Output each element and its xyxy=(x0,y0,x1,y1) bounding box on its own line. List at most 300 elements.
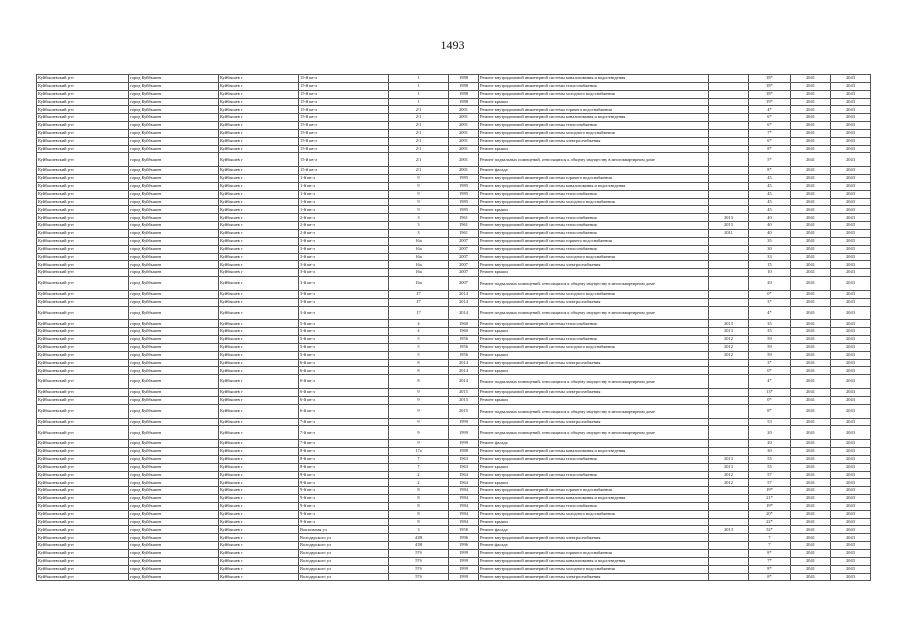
wear-cell: 8* xyxy=(749,404,791,418)
table-row xyxy=(37,306,871,320)
district-cell: Куйбышевский р-н xyxy=(37,245,129,253)
plan-end-cell: 2043 xyxy=(831,526,871,534)
plan-start-cell: 2041 xyxy=(791,114,831,122)
settlement-cell: Куйбышев г xyxy=(219,106,299,114)
plan-end-cell: 2043 xyxy=(831,359,871,367)
settlement-cell: Куйбышев г xyxy=(219,167,299,175)
table-row xyxy=(37,534,871,542)
plan-start-cell: 2041 xyxy=(791,375,831,389)
district-cell: Куйбышевский р-н xyxy=(37,463,129,471)
street-cell: 5-й кв-л xyxy=(299,351,389,359)
street-cell: 15-й кв-л xyxy=(299,90,389,98)
table-row xyxy=(37,328,871,336)
last-repair-cell: 2012 xyxy=(709,479,749,487)
work-type-cell: Ремонт внутридомовой инженерной системы холодного водоснабжения xyxy=(479,90,709,98)
plan-start-cell: 2041 xyxy=(791,463,831,471)
street-cell: 9-й кв-л xyxy=(299,518,389,526)
wear-cell: 45 xyxy=(749,175,791,183)
plan-end-cell: 2043 xyxy=(831,298,871,306)
district-cell: Куйбышевский р-н xyxy=(37,206,129,214)
street-cell: 9-й кв-л xyxy=(299,510,389,518)
city-cell: город Куйбышев xyxy=(129,557,219,565)
city-cell: город Куйбышев xyxy=(129,426,219,440)
district-cell: Куйбышевский р-н xyxy=(37,396,129,404)
table-row xyxy=(37,298,871,306)
street-cell: 7-й кв-л xyxy=(299,418,389,426)
work-type-cell: Ремонт подвальных помещений, относящихся к общему имуществу в многоквартирном доме xyxy=(479,426,709,440)
year-built-cell: 2001 xyxy=(449,145,479,153)
table-row xyxy=(37,557,871,565)
settlement-cell: Куйбышев г xyxy=(219,229,299,237)
wear-cell: 57 xyxy=(749,479,791,487)
last-repair-cell xyxy=(709,114,749,122)
plan-start-cell: 2041 xyxy=(791,542,831,550)
work-type-cell: Ремонт крыши xyxy=(479,145,709,153)
street-cell: 1-й кв-л xyxy=(299,182,389,190)
work-type-cell: Ремонт внутридомовой инженерной системы канализования и водоотведения xyxy=(479,495,709,503)
table-row xyxy=(37,518,871,526)
plan-end-cell: 2043 xyxy=(831,290,871,298)
wear-cell: 0* xyxy=(749,396,791,404)
street-cell: 15-й кв-л xyxy=(299,167,389,175)
district-cell: Куйбышевский р-н xyxy=(37,526,129,534)
plan-start-cell: 2041 xyxy=(791,153,831,167)
wear-cell: 7 xyxy=(749,542,791,550)
plan-start-cell: 2041 xyxy=(791,455,831,463)
plan-end-cell: 2043 xyxy=(831,404,871,418)
city-cell: город Куйбышев xyxy=(129,448,219,456)
wear-cell: 45 xyxy=(749,198,791,206)
street-cell: Володарского ул xyxy=(299,573,389,581)
street-cell: 9-й кв-л xyxy=(299,502,389,510)
last-repair-cell xyxy=(709,245,749,253)
plan-end-cell: 2043 xyxy=(831,222,871,230)
house-cell: 57б xyxy=(389,565,449,573)
work-type-cell: Ремонт внутридомовой инженерной системы горячего водоснабжения xyxy=(479,487,709,495)
work-type-cell: Ремонт крыши xyxy=(479,518,709,526)
table-row xyxy=(37,573,871,581)
house-cell: 57б xyxy=(389,573,449,581)
district-cell: Куйбышевский р-н xyxy=(37,455,129,463)
work-type-cell: Ремонт внутридомовой инженерной системы теплоснабжения xyxy=(479,502,709,510)
table-row xyxy=(37,542,871,550)
wear-cell: 6* xyxy=(749,122,791,130)
plan-start-cell: 2041 xyxy=(791,261,831,269)
year-built-cell: 2014 xyxy=(449,298,479,306)
house-cell: 9 xyxy=(389,182,449,190)
city-cell: город Куйбышев xyxy=(129,565,219,573)
house-cell: 4 xyxy=(389,328,449,336)
work-type-cell: Ремонт крыши xyxy=(479,206,709,214)
street-cell: 15-й кв-л xyxy=(299,114,389,122)
house-cell: 9 xyxy=(389,396,449,404)
plan-start-cell: 2041 xyxy=(791,237,831,245)
settlement-cell: Куйбышев г xyxy=(219,396,299,404)
street-cell: 1-й кв-л xyxy=(299,206,389,214)
wear-cell: 40 xyxy=(749,222,791,230)
street-cell: 8-й кв-л xyxy=(299,448,389,456)
wear-cell: 21* xyxy=(749,495,791,503)
street-cell: 5-й кв-л xyxy=(299,320,389,328)
table-row xyxy=(37,182,871,190)
district-cell: Куйбышевский р-н xyxy=(37,137,129,145)
district-cell: Куйбышевский р-н xyxy=(37,542,129,550)
wear-cell: 7* xyxy=(749,129,791,137)
street-cell: 6-й кв-л xyxy=(299,359,389,367)
work-type-cell: Ремонт внутридомовой инженерной системы электроснабжения xyxy=(479,534,709,542)
street-cell: 3-й кв-л xyxy=(299,277,389,291)
year-built-cell: 1961 xyxy=(449,222,479,230)
plan-start-cell: 2041 xyxy=(791,534,831,542)
plan-end-cell: 2043 xyxy=(831,367,871,375)
wear-cell: 7* xyxy=(749,557,791,565)
house-cell: 8 xyxy=(389,518,449,526)
last-repair-cell: 2012 xyxy=(709,336,749,344)
year-built-cell: 1960 xyxy=(449,328,479,336)
district-cell: Куйбышевский р-н xyxy=(37,518,129,526)
wear-cell: 8* xyxy=(749,145,791,153)
wear-cell: 19* xyxy=(749,487,791,495)
last-repair-cell xyxy=(709,106,749,114)
house-cell: 17 xyxy=(389,290,449,298)
district-cell: Куйбышевский р-н xyxy=(37,167,129,175)
district-cell: Куйбышевский р-н xyxy=(37,534,129,542)
plan-end-cell: 2043 xyxy=(831,351,871,359)
wear-cell: 30 xyxy=(749,448,791,456)
last-repair-cell xyxy=(709,198,749,206)
city-cell: город Куйбышев xyxy=(129,253,219,261)
plan-end-cell: 2043 xyxy=(831,137,871,145)
last-repair-cell xyxy=(709,190,749,198)
street-cell: 1-й кв-л xyxy=(299,198,389,206)
work-type-cell: Ремонт подвальных помещений, относящихся к общему имуществу в многоквартирном доме xyxy=(479,404,709,418)
wear-cell: 10 xyxy=(749,269,791,277)
work-type-cell: Ремонт внутридомовой инженерной системы горячего водоснабжения xyxy=(479,175,709,183)
plan-start-cell: 2041 xyxy=(791,426,831,440)
work-type-cell: Ремонт внутридомовой инженерной системы теплоснабжения xyxy=(479,471,709,479)
settlement-cell: Куйбышев г xyxy=(219,565,299,573)
street-cell: 9-й кв-л xyxy=(299,487,389,495)
district-cell: Куйбышевский р-н xyxy=(37,237,129,245)
settlement-cell: Куйбышев г xyxy=(219,440,299,448)
table-row xyxy=(37,175,871,183)
plan-end-cell: 2043 xyxy=(831,389,871,397)
plan-start-cell: 2041 xyxy=(791,471,831,479)
plan-end-cell: 2043 xyxy=(831,214,871,222)
district-cell: Куйбышевский р-н xyxy=(37,277,129,291)
settlement-cell: Куйбышев г xyxy=(219,359,299,367)
wear-cell: 35 xyxy=(749,328,791,336)
district-cell: Куйбышевский р-н xyxy=(37,565,129,573)
table-row xyxy=(37,153,871,167)
district-cell: Куйбышевский р-н xyxy=(37,222,129,230)
plan-end-cell: 2043 xyxy=(831,129,871,137)
settlement-cell: Куйбышев г xyxy=(219,534,299,542)
plan-start-cell: 2041 xyxy=(791,98,831,106)
plan-end-cell: 2043 xyxy=(831,190,871,198)
last-repair-cell xyxy=(709,448,749,456)
last-repair-cell xyxy=(709,518,749,526)
table-row xyxy=(37,502,871,510)
city-cell: город Куйбышев xyxy=(129,396,219,404)
street-cell: 3-й кв-л xyxy=(299,237,389,245)
district-cell: Куйбышевский р-н xyxy=(37,198,129,206)
street-cell: 5-й кв-л xyxy=(299,328,389,336)
work-type-cell: Ремонт внутридомовой инженерной системы холодного водоснабжения xyxy=(479,290,709,298)
district-cell: Куйбышевский р-н xyxy=(37,479,129,487)
table-row xyxy=(37,145,871,153)
street-cell: 5-й кв-л xyxy=(299,343,389,351)
house-cell: 9 xyxy=(389,190,449,198)
street-cell: 6-й кв-л xyxy=(299,367,389,375)
street-cell: 6-й кв-л xyxy=(299,404,389,418)
last-repair-cell: 2012 xyxy=(709,471,749,479)
wear-cell: 40 xyxy=(749,229,791,237)
city-cell: город Куйбышев xyxy=(129,418,219,426)
year-built-cell: 1961 xyxy=(449,229,479,237)
city-cell: город Куйбышев xyxy=(129,487,219,495)
year-built-cell: 2007 xyxy=(449,253,479,261)
last-repair-cell xyxy=(709,367,749,375)
street-cell: 3-й кв-л xyxy=(299,253,389,261)
work-type-cell: Ремонт внутридомовой инженерной системы канализования и водоотведения xyxy=(479,75,709,83)
plan-end-cell: 2043 xyxy=(831,167,871,175)
district-cell: Куйбышевский р-н xyxy=(37,573,129,581)
house-cell: 3 xyxy=(389,526,449,534)
year-built-cell: 1984 xyxy=(449,502,479,510)
table-row xyxy=(37,122,871,130)
house-cell: 16а xyxy=(389,253,449,261)
plan-end-cell: 2043 xyxy=(831,534,871,542)
table-row xyxy=(37,129,871,137)
plan-end-cell: 2043 xyxy=(831,175,871,183)
city-cell: город Куйбышев xyxy=(129,167,219,175)
wear-cell: 20* xyxy=(749,510,791,518)
wear-cell: 52* xyxy=(749,526,791,534)
last-repair-cell xyxy=(709,145,749,153)
district-cell: Куйбышевский р-н xyxy=(37,153,129,167)
street-cell: 3-й кв-л xyxy=(299,306,389,320)
wear-cell: 18* xyxy=(749,90,791,98)
last-repair-cell: 2013 xyxy=(709,214,749,222)
plan-end-cell: 2043 xyxy=(831,237,871,245)
plan-start-cell: 2041 xyxy=(791,190,831,198)
wear-cell: 30 xyxy=(749,245,791,253)
wear-cell: 59 xyxy=(749,336,791,344)
city-cell: город Куйбышев xyxy=(129,526,219,534)
city-cell: город Куйбышев xyxy=(129,479,219,487)
wear-cell: 0* xyxy=(749,367,791,375)
street-cell: 9-й кв-л xyxy=(299,471,389,479)
last-repair-cell xyxy=(709,129,749,137)
house-cell: 2/1 xyxy=(389,114,449,122)
year-built-cell: 1985 xyxy=(449,198,479,206)
city-cell: город Куйбышев xyxy=(129,106,219,114)
wear-cell: 7 xyxy=(749,534,791,542)
plan-end-cell: 2043 xyxy=(831,328,871,336)
district-cell: Куйбышевский р-н xyxy=(37,229,129,237)
plan-start-cell: 2041 xyxy=(791,487,831,495)
city-cell: город Куйбышев xyxy=(129,229,219,237)
house-cell: 16а xyxy=(389,261,449,269)
work-type-cell: Ремонт внутридомовой инженерной системы горячего водоснабжения xyxy=(479,549,709,557)
plan-end-cell: 2043 xyxy=(831,440,871,448)
table-row xyxy=(37,290,871,298)
year-built-cell: 2007 xyxy=(449,261,479,269)
city-cell: город Куйбышев xyxy=(129,440,219,448)
work-type-cell: Ремонт крыши xyxy=(479,463,709,471)
plan-end-cell: 2043 xyxy=(831,463,871,471)
house-cell: 8 xyxy=(389,375,449,389)
city-cell: город Куйбышев xyxy=(129,90,219,98)
last-repair-cell xyxy=(709,404,749,418)
work-type-cell: Ремонт внутридомовой инженерной системы канализования и водоотведения xyxy=(479,448,709,456)
year-built-cell: 2007 xyxy=(449,277,479,291)
city-cell: город Куйбышев xyxy=(129,82,219,90)
house-cell: 2 xyxy=(389,471,449,479)
plan-end-cell: 2043 xyxy=(831,253,871,261)
plan-start-cell: 2041 xyxy=(791,440,831,448)
street-cell: 5-й кв-л xyxy=(299,336,389,344)
year-built-cell: 1984 xyxy=(449,487,479,495)
wear-cell: 53 xyxy=(749,418,791,426)
settlement-cell: Куйбышев г xyxy=(219,245,299,253)
last-repair-cell: 2013 xyxy=(709,526,749,534)
work-type-cell: Ремонт внутридомовой инженерной системы электроснабжения xyxy=(479,359,709,367)
settlement-cell: Куйбышев г xyxy=(219,277,299,291)
wear-cell: 19* xyxy=(749,502,791,510)
work-type-cell: Ремонт фасада xyxy=(479,167,709,175)
district-cell: Куйбышевский р-н xyxy=(37,367,129,375)
work-type-cell: Ремонт фасада xyxy=(479,526,709,534)
last-repair-cell xyxy=(709,565,749,573)
street-cell: Володарского ул xyxy=(299,565,389,573)
last-repair-cell xyxy=(709,137,749,145)
plan-start-cell: 2041 xyxy=(791,396,831,404)
plan-end-cell: 2043 xyxy=(831,487,871,495)
district-cell: Куйбышевский р-н xyxy=(37,106,129,114)
plan-start-cell: 2041 xyxy=(791,510,831,518)
work-type-cell: Ремонт крыши xyxy=(479,479,709,487)
house-cell: 7 xyxy=(389,455,449,463)
wear-cell: 3* xyxy=(749,359,791,367)
last-repair-cell xyxy=(709,557,749,565)
settlement-cell: Куйбышев г xyxy=(219,367,299,375)
plan-end-cell: 2043 xyxy=(831,495,871,503)
table-row xyxy=(37,206,871,214)
work-type-cell: Ремонт подвальных помещений, относящихся к общему имуществу в многоквартирном доме xyxy=(479,153,709,167)
plan-end-cell: 2043 xyxy=(831,557,871,565)
work-type-cell: Ремонт подвальных помещений, относящихся к общему имуществу в многоквартирном доме xyxy=(479,306,709,320)
wear-cell: 57 xyxy=(749,471,791,479)
district-cell: Куйбышевский р-н xyxy=(37,495,129,503)
last-repair-cell: 2013 xyxy=(709,222,749,230)
year-built-cell: 1964 xyxy=(449,479,479,487)
year-built-cell: 2007 xyxy=(449,245,479,253)
work-type-cell: Ремонт фасада xyxy=(479,542,709,550)
district-cell: Куйбышевский р-н xyxy=(37,298,129,306)
house-cell: 2/1 xyxy=(389,137,449,145)
district-cell: Куйбышевский р-н xyxy=(37,290,129,298)
last-repair-cell: 2013 xyxy=(709,455,749,463)
street-cell: 6-й кв-л xyxy=(299,396,389,404)
settlement-cell: Куйбышев г xyxy=(219,129,299,137)
settlement-cell: Куйбышев г xyxy=(219,557,299,565)
plan-start-cell: 2041 xyxy=(791,222,831,230)
plan-end-cell: 2043 xyxy=(831,542,871,550)
settlement-cell: Куйбышев г xyxy=(219,549,299,557)
table-row xyxy=(37,455,871,463)
plan-end-cell: 2043 xyxy=(831,90,871,98)
settlement-cell: Куйбышев г xyxy=(219,114,299,122)
settlement-cell: Куйбышев г xyxy=(219,75,299,83)
district-cell: Куйбышевский р-н xyxy=(37,404,129,418)
last-repair-cell xyxy=(709,306,749,320)
year-built-cell: 2015 xyxy=(449,389,479,397)
district-cell: Куйбышевский р-н xyxy=(37,502,129,510)
house-cell: 9 xyxy=(389,175,449,183)
year-built-cell: 1985 xyxy=(449,190,479,198)
plan-end-cell: 2043 xyxy=(831,455,871,463)
district-cell: Куйбышевский р-н xyxy=(37,175,129,183)
wear-cell: 55 xyxy=(749,463,791,471)
table-row xyxy=(37,471,871,479)
last-repair-cell xyxy=(709,153,749,167)
city-cell: город Куйбышев xyxy=(129,145,219,153)
street-cell: 2-й кв-л xyxy=(299,214,389,222)
city-cell: город Куйбышев xyxy=(129,175,219,183)
year-built-cell: 1988 xyxy=(449,90,479,98)
work-type-cell: Ремонт внутридомовой инженерной системы канализования и водоотведения xyxy=(479,114,709,122)
table-row xyxy=(37,90,871,98)
city-cell: город Куйбышев xyxy=(129,122,219,130)
street-cell: 3-й кв-л xyxy=(299,245,389,253)
district-cell: Куйбышевский р-н xyxy=(37,269,129,277)
work-type-cell: Ремонт подвальных помещений, относящихся к общему имуществу в многоквартирном доме xyxy=(479,375,709,389)
street-cell: 15-й кв-л xyxy=(299,82,389,90)
work-type-cell: Ремонт подвальных помещений, относящихся к общему имуществу в многоквартирном доме xyxy=(479,277,709,291)
city-cell: город Куйбышев xyxy=(129,510,219,518)
district-cell: Куйбышевский р-н xyxy=(37,82,129,90)
table-row xyxy=(37,375,871,389)
street-cell: 2-й кв-л xyxy=(299,229,389,237)
house-cell: 9 xyxy=(389,206,449,214)
district-cell: Куйбышевский р-н xyxy=(37,440,129,448)
last-repair-cell xyxy=(709,182,749,190)
city-cell: город Куйбышев xyxy=(129,375,219,389)
settlement-cell: Куйбышев г xyxy=(219,306,299,320)
settlement-cell: Куйбышев г xyxy=(219,82,299,90)
work-type-cell: Ремонт внутридомовой инженерной системы теплоснабжения xyxy=(479,229,709,237)
year-built-cell: 1963 xyxy=(449,455,479,463)
plan-end-cell: 2043 xyxy=(831,518,871,526)
work-type-cell: Ремонт внутридомовой инженерной системы теплоснабжения xyxy=(479,455,709,463)
city-cell: город Куйбышев xyxy=(129,518,219,526)
city-cell: город Куйбышев xyxy=(129,320,219,328)
city-cell: город Куйбышев xyxy=(129,98,219,106)
street-cell: 7-й кв-л xyxy=(299,426,389,440)
plan-start-cell: 2041 xyxy=(791,404,831,418)
table-row xyxy=(37,320,871,328)
plan-end-cell: 2043 xyxy=(831,182,871,190)
plan-start-cell: 2041 xyxy=(791,277,831,291)
settlement-cell: Куйбышев г xyxy=(219,153,299,167)
table-row xyxy=(37,404,871,418)
work-type-cell: Ремонт крыши xyxy=(479,367,709,375)
house-cell: 5 xyxy=(389,336,449,344)
plan-start-cell: 2041 xyxy=(791,495,831,503)
wear-cell: 4* xyxy=(749,106,791,114)
